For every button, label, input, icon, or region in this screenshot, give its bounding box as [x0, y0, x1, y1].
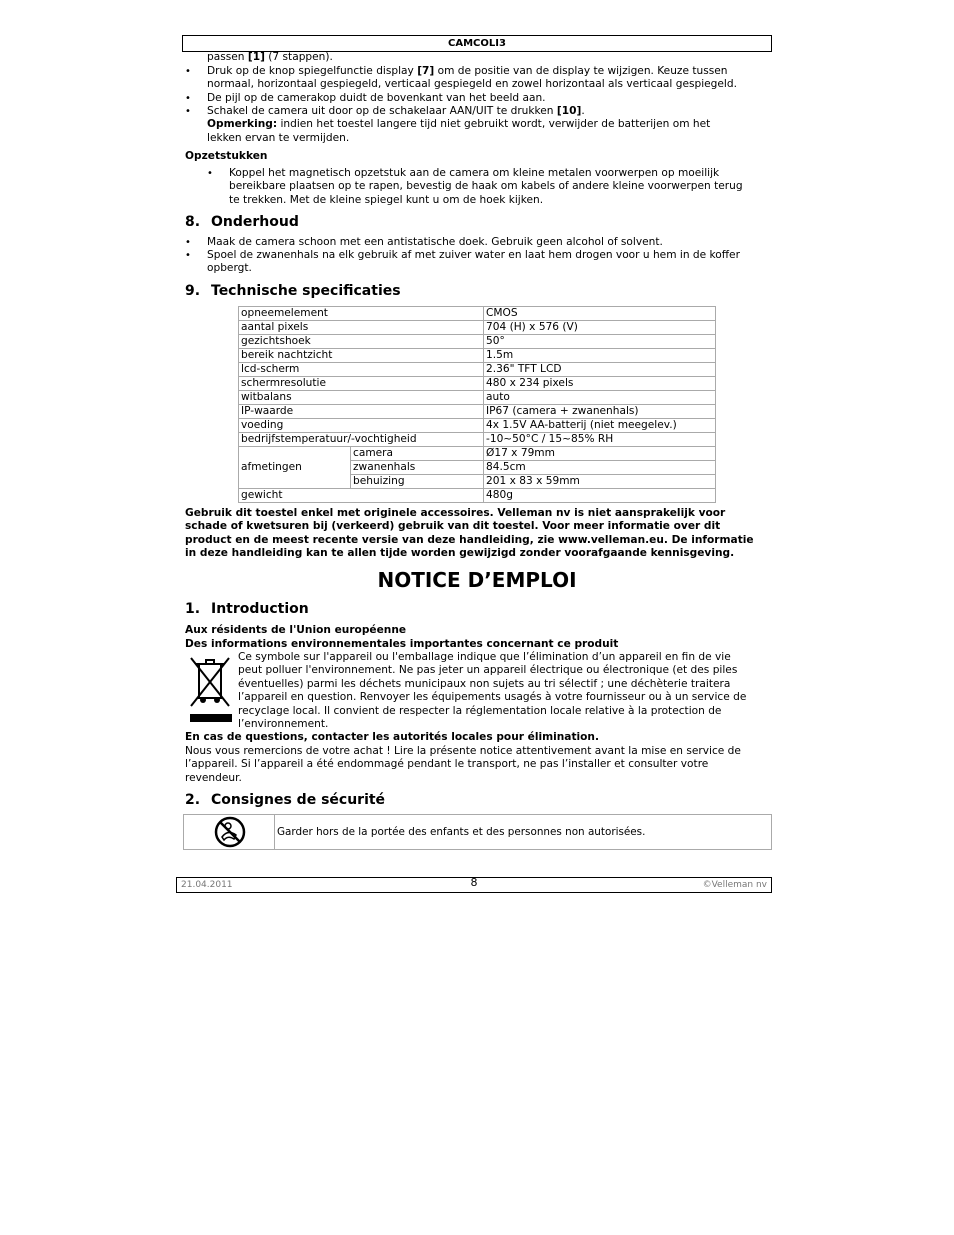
spec-cell: IP-waarde: [239, 405, 484, 419]
spec-cell: 480g: [484, 489, 716, 503]
french-title: NOTICE D’EMPLOI: [377, 568, 577, 592]
spec-cell: gewicht: [239, 489, 484, 503]
bullet-icon: •: [185, 66, 191, 77]
spec-cell: bedrijfstemperatuur/-vochtigheid: [239, 433, 484, 447]
opzet-text: Koppel het magnetisch opzetstuk aan de camera om kleine metalen voorwerpen op moeilijk bereikbare plaatsen op te rapen, bevestig de haak om kabels of andere kleine voorwerpen terug te trekken. Met de kleine spiegel kunt u om de hoek kijken.: [229, 167, 743, 206]
spec-row: [239, 321, 716, 335]
spec-cell: 480 x 234 pixels: [484, 377, 716, 391]
spec-cell: 84.5cm: [484, 461, 716, 475]
spec-row: [239, 447, 716, 461]
safety-icon-cell: [184, 815, 275, 849]
spec-row: [239, 419, 716, 433]
spec-table: [238, 306, 716, 503]
bullet-switch-off: Schakel de camera uit door op de schakelaar AAN/UIT te drukken [10]. Opmerking: indien het toestel langere tijd niet gebruikt wordt, verwijder de batterijen om het lekken ervan te vermijden.: [207, 105, 711, 144]
bullet-icon: •: [185, 106, 191, 117]
footer-copyright: ©Velleman nv: [702, 880, 767, 890]
spec-row: [239, 405, 716, 419]
spec-cell: aantal pixels: [239, 321, 484, 335]
spec-cell: opneemelement: [239, 307, 484, 321]
safety-text: Garder hors de la portée des enfants et des personnes non autorisées.: [277, 826, 646, 838]
bullet-icon: •: [185, 237, 191, 248]
spec-cell: lcd-scherm: [239, 363, 484, 377]
contact-note: En cas de questions, contacter les autorités locales pour élimination.: [185, 731, 599, 743]
section-heading-safety: 2. Consignes de sécurité: [185, 792, 386, 808]
page-header: [182, 35, 772, 52]
eu-heading: Aux résidents de l'Union européenne: [185, 624, 407, 636]
section-heading-specs: 9. Technische specificaties: [185, 283, 401, 299]
footer-page-number: 8: [470, 876, 478, 889]
spec-row: [239, 391, 716, 405]
bullet-icon: •: [185, 250, 191, 261]
continued-line: passen [1] (7 stappen).: [207, 51, 333, 63]
weee-bin-icon: [187, 654, 235, 726]
onderhoud-item: Maak de camera schoon met een antistatische doek. Gebruik geen alcohol of solvent.: [207, 236, 663, 248]
disclaimer: Gebruik dit toestel enkel met originele accessoires. Velleman nv is niet aansprakelijk voor schade of kwetsuren bij (verkeerd) gebruik van dit toestel. Voor meer informatie over dit product en de meest recente versie van deze handleiding, zie www.velleman.eu. De informatie in deze handleiding kan te allen tijde worden gewijzigd zonder voorafgaande kennisgeving.: [185, 507, 754, 560]
spec-row: [239, 349, 716, 363]
spec-cell: 201 x 83 x 59mm: [484, 475, 716, 489]
footer-date: 21.04.2011: [181, 880, 233, 890]
spec-cell: witbalans: [239, 391, 484, 405]
spec-row: [239, 433, 716, 447]
opzet-heading: Opzetstukken: [185, 150, 268, 162]
header-title: CAMCOLI3: [448, 38, 506, 49]
thanks-text: Nous vous remercions de votre achat ! Lire la présente notice attentivement avant la mise en service de l’appareil. Si l’appareil a été endommagé pendant le transport, ne pas l’installer et consulter votre revendeur.: [185, 745, 741, 784]
section-heading-onderhoud: 8. Onderhoud: [185, 214, 299, 230]
spec-cell: 50°: [484, 335, 716, 349]
spec-cell: auto: [484, 391, 716, 405]
spec-cell: -10~50°C / 15~85% RH: [484, 433, 716, 447]
spec-row: [239, 307, 716, 321]
spec-cell: 4x 1.5V AA-batterij (niet meegelev.): [484, 419, 716, 433]
spec-cell: CMOS: [484, 307, 716, 321]
keep-away-from-children-icon: [184, 815, 274, 849]
onderhoud-item: Spoel de zwanenhals na elk gebruik af met zuiver water en laat hem drogen voor u hem in de koffer opbergt.: [207, 249, 740, 275]
section-heading-introduction: 1. Introduction: [185, 601, 309, 617]
bullet-mirror: Druk op de knop spiegelfunctie display [7] om de positie van de display te wijzigen. Keuze tussen normaal, horizontaal gespiegeld, verticaal gespiegeld en zowel horizontaal als verticaal gespiegeld.: [207, 65, 737, 91]
spec-cell: zwanenhals: [351, 461, 484, 475]
spec-cell: 2.36" TFT LCD: [484, 363, 716, 377]
bullet-icon: •: [207, 168, 213, 179]
page-footer: [176, 877, 772, 893]
env-heading: Des informations environnementales importantes concernant ce produit: [185, 638, 619, 650]
spec-row: [239, 489, 716, 503]
spec-cell: afmetingen: [239, 447, 351, 489]
spec-cell: camera: [351, 447, 484, 461]
spec-cell: behuizing: [351, 475, 484, 489]
spec-row: [239, 377, 716, 391]
bullet-icon: •: [185, 93, 191, 104]
spec-cell: Ø17 x 79mm: [484, 447, 716, 461]
spec-row: [239, 335, 716, 349]
spec-cell: 704 (H) x 576 (V): [484, 321, 716, 335]
spec-cell: bereik nachtzicht: [239, 349, 484, 363]
spec-row: [239, 363, 716, 377]
env-text: Ce symbole sur l'appareil ou l'emballage indique que l’élimination d’un appareil en fin de vie peut polluer l'environnement. Ne pas jeter un appareil électrique ou électronique (et des piles éventuelles) parmi les déchets municipaux non sujets au tri sélectif ; une déchèterie traitera l’appareil en question. Renvoyer les équipements usagés à votre fournisseur ou à un service de recyclage local. Il convient de respecter la réglementation locale relative à la protection de l’environnement.: [238, 651, 747, 731]
spec-cell: schermresolutie: [239, 377, 484, 391]
spec-cell: gezichtshoek: [239, 335, 484, 349]
bullet-arrow: De pijl op de camerakop duidt de bovenkant van het beeld aan.: [207, 92, 546, 104]
safety-row: [183, 814, 772, 850]
spec-cell: 1.5m: [484, 349, 716, 363]
spec-cell: IP67 (camera + zwanenhals): [484, 405, 716, 419]
spec-cell: voeding: [239, 419, 484, 433]
